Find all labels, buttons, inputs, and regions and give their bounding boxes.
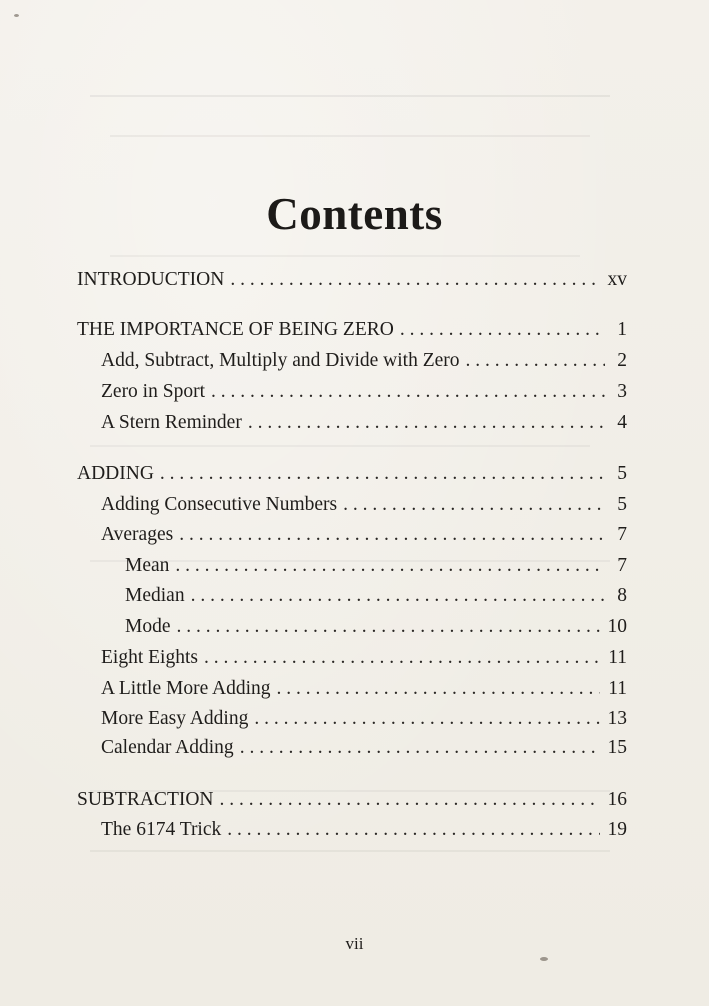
toc-entry-label: THE IMPORTANCE OF BEING ZERO bbox=[77, 319, 394, 340]
toc-entry-adding[interactable] bbox=[77, 460, 627, 488]
dot-leader bbox=[400, 316, 605, 344]
toc-entry-subtraction[interactable] bbox=[77, 786, 627, 814]
toc-entry-label: Adding Consecutive Numbers bbox=[101, 494, 338, 515]
page-title: Contents bbox=[266, 189, 443, 240]
toc-entry-page: 8 bbox=[617, 585, 627, 606]
dot-leader bbox=[277, 675, 601, 703]
paper-speck bbox=[540, 957, 548, 961]
toc-entry-a-stern-reminder[interactable] bbox=[101, 409, 627, 437]
toc-entry-the-6174-trick[interactable] bbox=[101, 816, 627, 844]
toc-entry-importance-of-being-zero[interactable] bbox=[77, 316, 627, 344]
toc-entry-label: SUBTRACTION bbox=[77, 789, 214, 810]
toc-entry-mode[interactable] bbox=[125, 613, 627, 641]
toc-entry-label: ADDING bbox=[77, 463, 154, 484]
dot-leader bbox=[240, 734, 600, 762]
toc-entry-label: Zero in Sport bbox=[101, 381, 205, 402]
dot-leader bbox=[343, 491, 605, 519]
toc-entry-page: xv bbox=[607, 269, 627, 290]
toc-entry-page: 19 bbox=[607, 819, 627, 840]
toc-entry-page: 5 bbox=[617, 494, 627, 515]
dot-leader bbox=[191, 582, 605, 610]
dot-leader bbox=[466, 347, 605, 375]
toc-entry-page: 4 bbox=[617, 412, 627, 433]
dot-leader bbox=[175, 552, 605, 580]
toc-entry-mean[interactable] bbox=[125, 552, 627, 580]
dot-leader bbox=[254, 705, 599, 733]
toc-entry-add-subtract-multiply-divide-zero[interactable] bbox=[101, 347, 627, 375]
dot-leader bbox=[177, 613, 600, 641]
toc-entry-label: Averages bbox=[101, 524, 174, 545]
dot-leader bbox=[227, 816, 599, 844]
toc-entry-label: Add, Subtract, Multiply and Divide with Zero bbox=[101, 350, 460, 371]
toc-entry-page: 11 bbox=[608, 678, 627, 699]
toc-entry-eight-eights[interactable] bbox=[101, 644, 627, 672]
toc-entry-label: Mean bbox=[125, 555, 170, 576]
toc-entry-page: 13 bbox=[607, 708, 627, 729]
toc-entry-calendar-adding[interactable] bbox=[101, 734, 627, 762]
toc-entry-page: 16 bbox=[607, 789, 627, 810]
dot-leader bbox=[179, 521, 605, 549]
dot-leader bbox=[160, 460, 605, 488]
toc-entry-label: More Easy Adding bbox=[101, 708, 249, 729]
toc-entry-adding-consecutive-numbers[interactable] bbox=[101, 491, 627, 519]
toc-entry-label: Calendar Adding bbox=[101, 737, 234, 758]
dot-leader bbox=[204, 644, 600, 672]
toc-entry-label: A Stern Reminder bbox=[101, 412, 242, 433]
toc-entry-label: INTRODUCTION bbox=[77, 269, 225, 290]
toc-entry-label: A Little More Adding bbox=[101, 678, 271, 699]
toc-entry-page: 10 bbox=[607, 616, 627, 637]
toc-entry-median[interactable] bbox=[125, 582, 627, 610]
toc-entry-page: 1 bbox=[617, 319, 627, 340]
toc-entry-page: 5 bbox=[617, 463, 627, 484]
paper-speck bbox=[14, 14, 19, 17]
toc-entry-label: The 6174 Trick bbox=[101, 819, 222, 840]
toc-entry-page: 11 bbox=[608, 647, 627, 668]
toc-entry-more-easy-adding[interactable] bbox=[101, 705, 627, 733]
toc-entry-page: 2 bbox=[617, 350, 627, 371]
dot-leader bbox=[248, 409, 605, 437]
page-folio: vii bbox=[345, 934, 364, 953]
toc-entry-zero-in-sport[interactable] bbox=[101, 378, 627, 406]
toc-entry-page: 7 bbox=[617, 555, 627, 576]
toc-entry-label: Eight Eights bbox=[101, 647, 198, 668]
toc-entry-a-little-more-adding[interactable] bbox=[101, 675, 627, 703]
dot-leader bbox=[230, 266, 599, 294]
toc-entry-page: 3 bbox=[617, 381, 627, 402]
toc-entry-label: Median bbox=[125, 585, 185, 606]
dot-leader bbox=[211, 378, 605, 406]
toc-entry-label: Mode bbox=[125, 616, 171, 637]
dot-leader bbox=[220, 786, 600, 814]
toc-entry-page: 15 bbox=[607, 737, 627, 758]
toc-entry-page: 7 bbox=[617, 524, 627, 545]
toc-entry-averages[interactable] bbox=[101, 521, 627, 549]
toc-entry-introduction[interactable] bbox=[77, 266, 627, 294]
